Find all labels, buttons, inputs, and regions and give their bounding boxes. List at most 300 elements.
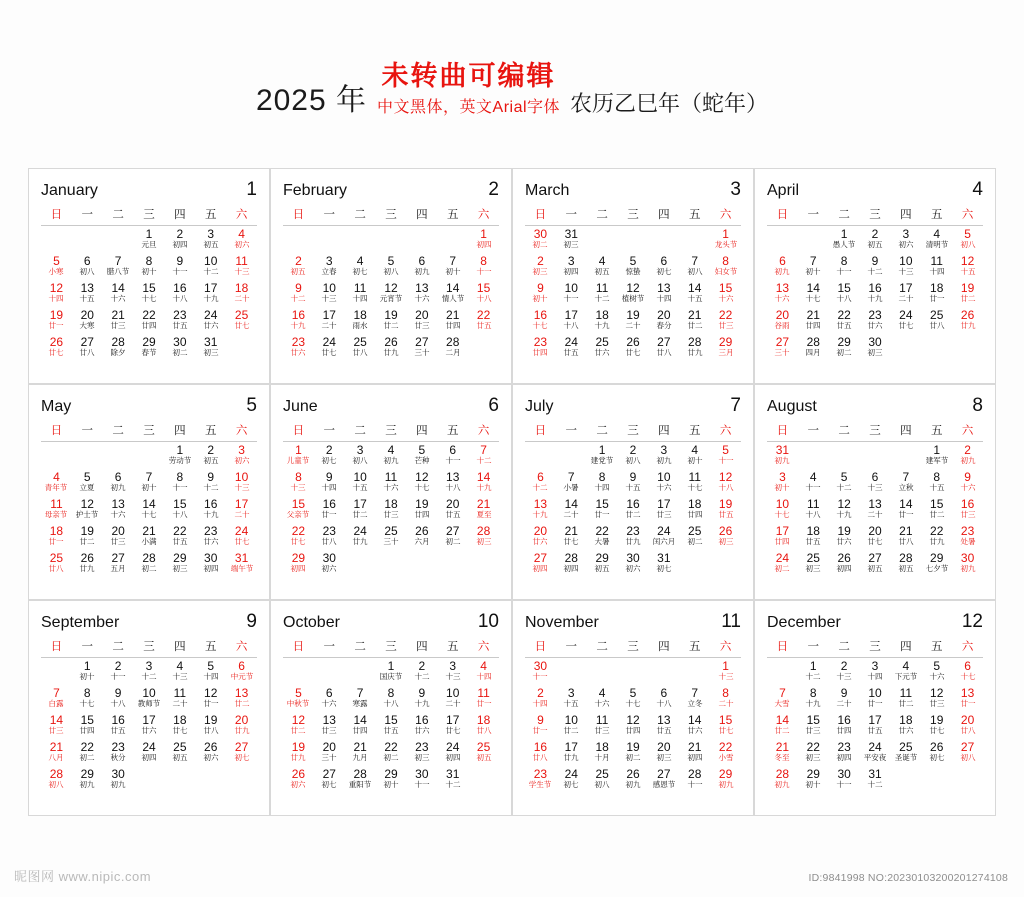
day-number: 9 xyxy=(325,470,333,484)
day-lunar-label: 廿八 xyxy=(203,726,219,735)
day-lunar-label: 闰六月 xyxy=(652,537,676,546)
day-number: 4 xyxy=(902,659,910,673)
day-cell xyxy=(860,255,891,282)
day-number: 25 xyxy=(899,740,913,754)
month-name: November xyxy=(525,614,599,631)
day-lunar-label: 廿一 xyxy=(476,699,492,708)
weekday-header-row xyxy=(283,422,499,442)
day-lunar-label: 廿八 xyxy=(656,348,672,357)
day-number: 23 xyxy=(868,308,882,322)
day-number: 18 xyxy=(476,713,491,727)
day-lunar-label: 建党节 xyxy=(590,456,614,465)
calendar-grid xyxy=(28,168,996,816)
day-lunar-label: 十八 xyxy=(656,699,672,708)
day-lunar-label: 廿一 xyxy=(929,294,945,303)
weekday-label: 六 xyxy=(235,641,248,653)
weekday-label: 五 xyxy=(930,425,943,437)
day-lunar-label: 廿六 xyxy=(836,537,852,546)
day-cell xyxy=(164,255,195,282)
day-number: 27 xyxy=(322,767,336,781)
day-cell xyxy=(890,228,921,255)
weekday-header-row xyxy=(41,422,257,442)
day-number: 19 xyxy=(718,497,733,511)
day-lunar-label: 学生节 xyxy=(529,780,552,789)
day-lunar-label: 三月 xyxy=(718,348,734,357)
day-lunar-label: 廿三 xyxy=(110,537,126,546)
day-lunar-label: 十六 xyxy=(110,510,126,519)
day-cell xyxy=(798,525,829,552)
day-lunar-label: 廿七 xyxy=(445,726,461,735)
day-cell xyxy=(587,309,618,336)
day-number: 3 xyxy=(207,227,215,241)
day-lunar-label: 十九 xyxy=(203,510,219,519)
day-lunar-label: 夏至 xyxy=(476,510,492,519)
day-number: 26 xyxy=(718,524,733,538)
day-cell xyxy=(710,660,741,687)
day-cell xyxy=(587,714,618,741)
day-cell xyxy=(406,498,437,525)
day-lunar-label: 初十 xyxy=(805,267,821,276)
weekday-label: 四 xyxy=(416,209,428,221)
day-number: 5 xyxy=(418,443,426,457)
day-cell xyxy=(226,525,257,552)
weekday-label: 五 xyxy=(930,641,943,653)
day-cell xyxy=(648,687,679,714)
day-cell xyxy=(679,687,710,714)
day-lunar-label: 初十 xyxy=(532,294,548,303)
day-lunar-label: 十三 xyxy=(172,672,188,681)
day-lunar-label: 九月 xyxy=(352,753,368,762)
weekday-label: 五 xyxy=(688,425,701,437)
weekday-label: 三 xyxy=(143,209,155,221)
day-number: 10 xyxy=(142,686,156,700)
day-cell xyxy=(710,714,741,741)
day-number: 2 xyxy=(964,443,971,457)
weekday-label: 一 xyxy=(807,641,820,653)
day-lunar-label: 廿五 xyxy=(476,321,492,330)
day-lunar-label: 十七 xyxy=(79,699,95,708)
day-cell xyxy=(952,255,983,282)
day-lunar-label: 十二 xyxy=(867,267,883,276)
day-cell xyxy=(195,498,226,525)
day-cell xyxy=(618,444,649,471)
day-cell xyxy=(314,714,345,741)
day-lunar-label: 廿五 xyxy=(836,321,852,330)
day-number: 18 xyxy=(806,524,820,538)
day-lunar-label: 十五 xyxy=(960,267,976,276)
day-cell xyxy=(406,309,437,336)
day-cell xyxy=(798,255,829,282)
day-lunar-label: 十七 xyxy=(960,672,976,681)
weekday-label: 一 xyxy=(81,641,94,653)
day-number: 10 xyxy=(446,686,460,700)
day-lunar-label: 廿九 xyxy=(79,564,95,573)
day-lunar-label: 十九 xyxy=(476,483,492,492)
day-lunar-label: 初三 xyxy=(532,267,548,276)
day-lunar-label: 初五 xyxy=(898,564,914,573)
day-cell xyxy=(437,660,468,687)
day-cell xyxy=(164,471,195,498)
day-lunar-label: 廿二 xyxy=(383,321,399,330)
day-cell xyxy=(468,282,499,309)
month-name: January xyxy=(41,182,98,199)
day-number: 24 xyxy=(234,524,249,538)
day-cell xyxy=(376,309,407,336)
day-number: 5 xyxy=(53,254,60,268)
day-lunar-label: 十二 xyxy=(203,483,219,492)
day-lunar-label: 初三 xyxy=(718,537,734,546)
weekday-label: 日 xyxy=(534,209,547,221)
day-lunar-label: 护士节 xyxy=(75,510,99,519)
day-cell xyxy=(406,255,437,282)
day-number: 16 xyxy=(415,713,429,727)
day-number: 14 xyxy=(142,497,156,511)
weekday-label: 五 xyxy=(446,641,459,653)
weekday-label: 六 xyxy=(477,425,490,437)
day-cell xyxy=(829,228,860,255)
day-lunar-label: 廿七 xyxy=(563,537,579,546)
day-lunar-label: 十二 xyxy=(805,672,821,681)
day-cell xyxy=(767,282,798,309)
day-lunar-label: 初九 xyxy=(774,780,790,789)
day-lunar-label: 小暑 xyxy=(563,483,579,492)
day-number: 19 xyxy=(626,308,640,322)
day-cell xyxy=(525,255,556,282)
day-cell xyxy=(41,309,72,336)
day-cell xyxy=(468,444,499,471)
day-lunar-label: 廿五 xyxy=(445,510,461,519)
day-lunar-label: 初六 xyxy=(203,753,219,762)
day-cell xyxy=(468,228,499,255)
day-lunar-label: 元宵节 xyxy=(379,294,403,303)
day-lunar-label: 初五 xyxy=(203,456,219,465)
day-cell xyxy=(314,525,345,552)
day-lunar-label: 二十 xyxy=(898,294,914,303)
day-number: 30 xyxy=(173,335,187,349)
weekday-label: 一 xyxy=(323,209,336,221)
day-number: 17 xyxy=(657,497,671,511)
day-lunar-label: 廿九 xyxy=(234,726,250,735)
day-cell xyxy=(195,687,226,714)
day-number: 22 xyxy=(80,740,94,754)
day-lunar-label: 初七 xyxy=(234,753,250,762)
day-cell xyxy=(103,282,134,309)
weekday-label: 五 xyxy=(446,425,459,437)
weekday-label: 四 xyxy=(416,425,428,437)
day-number: 29 xyxy=(173,551,187,565)
day-number: 5 xyxy=(83,470,91,484)
day-cell xyxy=(525,714,556,741)
day-cell xyxy=(283,444,314,471)
day-lunar-label: 十四 xyxy=(656,294,672,303)
day-cell xyxy=(618,255,649,282)
day-cell xyxy=(587,768,618,795)
day-number: 19 xyxy=(204,713,218,727)
day-lunar-label: 十六 xyxy=(383,483,399,492)
day-number: 24 xyxy=(322,335,336,349)
day-cell xyxy=(952,525,983,552)
day-lunar-label: 春节 xyxy=(141,348,157,357)
weekday-label: 二 xyxy=(838,209,850,221)
day-lunar-label: 廿二 xyxy=(79,537,95,546)
day-number: 7 xyxy=(691,254,699,268)
day-number: 3 xyxy=(660,443,668,457)
day-cell xyxy=(72,660,103,687)
day-number: 8 xyxy=(722,254,729,268)
day-cell xyxy=(164,714,195,741)
day-number: 30 xyxy=(322,551,336,565)
day-lunar-label: 廿三 xyxy=(929,699,945,708)
day-number: 24 xyxy=(142,740,156,754)
font-notice-subtitle: 中文黑体，英文Arial字体 xyxy=(377,98,561,116)
day-lunar-label: 初五 xyxy=(594,564,610,573)
day-lunar-label: 十八 xyxy=(476,294,492,303)
weekday-label: 日 xyxy=(534,425,547,437)
day-number: 25 xyxy=(688,524,702,538)
day-lunar-label: 十七 xyxy=(687,483,703,492)
day-lunar-label: 十三 xyxy=(321,294,337,303)
day-lunar-label: 廿二 xyxy=(625,510,641,519)
day-lunar-label: 廿九 xyxy=(960,321,976,330)
day-lunar-label: 端午节 xyxy=(230,564,253,573)
day-number: 7 xyxy=(53,686,60,700)
day-lunar-label: 廿五 xyxy=(563,348,579,357)
day-lunar-label: 廿七 xyxy=(290,537,306,546)
day-cell xyxy=(134,660,165,687)
day-lunar-label: 廿六 xyxy=(290,348,306,357)
day-lunar-label: 廿三 xyxy=(48,726,64,735)
day-number: 13 xyxy=(80,281,94,295)
day-lunar-label: 廿五 xyxy=(110,726,126,735)
day-lunar-label: 谷雨 xyxy=(774,321,790,330)
day-number: 2 xyxy=(871,227,879,241)
day-number: 13 xyxy=(775,281,790,295)
weekday-label: 二 xyxy=(838,425,850,437)
day-number: 31 xyxy=(564,227,578,241)
day-number: 24 xyxy=(353,524,367,538)
day-cell xyxy=(829,660,860,687)
day-number: 1 xyxy=(840,227,848,241)
day-number: 1 xyxy=(145,227,153,241)
day-number: 6 xyxy=(964,659,971,673)
day-cell xyxy=(314,687,345,714)
day-number: 24 xyxy=(657,524,671,538)
day-number: 18 xyxy=(930,281,944,295)
day-number: 15 xyxy=(930,497,944,511)
day-cell xyxy=(556,228,587,255)
day-lunar-label: 十九 xyxy=(203,294,219,303)
day-cell xyxy=(710,282,741,309)
day-lunar-label: 小寒 xyxy=(48,267,64,276)
day-cell xyxy=(134,336,165,363)
day-number: 6 xyxy=(238,659,245,673)
day-cell xyxy=(767,552,798,579)
day-number: 23 xyxy=(204,524,218,538)
day-cell xyxy=(376,444,407,471)
day-number: 14 xyxy=(899,497,913,511)
month-number: 8 xyxy=(972,395,983,416)
day-lunar-label: 龙头节 xyxy=(714,240,737,249)
day-lunar-label: 十一 xyxy=(805,483,821,492)
day-lunar-label: 初四 xyxy=(141,753,157,762)
day-lunar-label: 初四 xyxy=(476,240,492,249)
day-number: 13 xyxy=(657,713,671,727)
day-number: 21 xyxy=(353,740,367,754)
day-cell xyxy=(345,741,376,768)
day-number: 30 xyxy=(960,551,975,565)
day-number: 25 xyxy=(595,767,609,781)
day-lunar-label: 十三 xyxy=(290,483,306,492)
lunar-year-title: 农历乙巳年（蛇年） xyxy=(570,90,769,116)
day-grid xyxy=(767,228,983,363)
day-number: 5 xyxy=(933,659,941,673)
day-number: 12 xyxy=(718,470,733,484)
day-cell xyxy=(164,444,195,471)
day-lunar-label: 下元节 xyxy=(894,672,918,681)
day-cell xyxy=(314,768,345,795)
day-number: 3 xyxy=(567,686,575,700)
day-cell xyxy=(525,498,556,525)
day-lunar-label: 十四 xyxy=(929,267,945,276)
day-number: 22 xyxy=(142,308,156,322)
day-lunar-label: 惊蛰 xyxy=(625,267,641,276)
poster-footer xyxy=(0,853,1024,897)
day-lunar-label: 廿九 xyxy=(563,753,579,762)
day-number: 8 xyxy=(933,470,941,484)
day-lunar-label: 初十 xyxy=(445,267,461,276)
day-lunar-label: 十二 xyxy=(414,672,430,681)
month-card xyxy=(28,384,270,600)
day-number: 8 xyxy=(145,254,153,268)
day-lunar-label: 初三 xyxy=(476,537,492,546)
weekday-label: 六 xyxy=(477,641,490,653)
day-cell xyxy=(164,687,195,714)
day-lunar-label: 廿二 xyxy=(352,510,368,519)
day-lunar-label: 初十 xyxy=(774,483,790,492)
day-lunar-label: 初八 xyxy=(960,753,976,762)
day-lunar-label: 初七 xyxy=(656,564,672,573)
day-number: 4 xyxy=(933,227,941,241)
day-cell xyxy=(314,309,345,336)
day-lunar-label: 十三 xyxy=(867,483,883,492)
day-cell xyxy=(860,714,891,741)
day-number: 30 xyxy=(837,767,851,781)
day-lunar-label: 初三 xyxy=(656,753,672,762)
day-cell xyxy=(468,741,499,768)
day-cell xyxy=(314,336,345,363)
day-number: 22 xyxy=(718,308,733,322)
day-cell xyxy=(556,714,587,741)
day-lunar-label: 初四 xyxy=(172,240,188,249)
day-cell xyxy=(587,498,618,525)
weekday-label: 一 xyxy=(807,209,820,221)
day-lunar-label: 廿三 xyxy=(383,510,399,519)
day-number: 7 xyxy=(114,254,122,268)
day-cell xyxy=(195,309,226,336)
day-lunar-label: 廿三 xyxy=(718,321,734,330)
day-lunar-label: 廿一 xyxy=(532,726,548,735)
day-number: 24 xyxy=(564,335,578,349)
day-cell xyxy=(345,336,376,363)
day-cell xyxy=(679,741,710,768)
weekday-header-row xyxy=(525,422,741,442)
day-cell xyxy=(618,714,649,741)
day-lunar-label: 初四 xyxy=(563,267,579,276)
day-number: 4 xyxy=(691,443,699,457)
weekday-label: 四 xyxy=(900,425,912,437)
day-lunar-label: 初二 xyxy=(79,753,95,762)
weekday-label: 一 xyxy=(565,641,578,653)
day-cell xyxy=(195,255,226,282)
day-number: 31 xyxy=(868,767,882,781)
day-lunar-label: 初六 xyxy=(290,780,306,789)
month-header xyxy=(525,179,741,201)
day-cell xyxy=(525,768,556,795)
weekday-label: 一 xyxy=(81,425,94,437)
day-number: 23 xyxy=(173,308,187,322)
day-lunar-label: 二十 xyxy=(321,321,337,330)
day-number: 31 xyxy=(446,767,460,781)
day-number: 19 xyxy=(626,740,640,754)
day-lunar-label: 十一 xyxy=(532,672,548,681)
day-number: 11 xyxy=(173,686,187,700)
day-cell xyxy=(103,660,134,687)
day-lunar-label: 十一 xyxy=(718,456,734,465)
day-lunar-label: 廿八 xyxy=(476,726,492,735)
day-lunar-label: 廿五 xyxy=(867,726,883,735)
day-lunar-label: 初四 xyxy=(532,564,548,573)
day-cell xyxy=(525,471,556,498)
day-number: 6 xyxy=(779,254,786,268)
day-cell xyxy=(890,525,921,552)
day-lunar-label: 廿六 xyxy=(687,726,703,735)
day-lunar-label: 二月 xyxy=(445,348,461,357)
day-number: 14 xyxy=(564,497,578,511)
day-number: 20 xyxy=(775,308,790,322)
day-cell xyxy=(283,498,314,525)
day-lunar-label: 十七 xyxy=(625,699,641,708)
month-header xyxy=(525,395,741,417)
day-cell xyxy=(376,660,407,687)
day-number: 7 xyxy=(449,254,457,268)
day-cell xyxy=(952,309,983,336)
day-number: 28 xyxy=(446,335,460,349)
day-lunar-label: 十二 xyxy=(836,483,852,492)
day-lunar-label: 初五 xyxy=(594,267,610,276)
day-cell xyxy=(587,471,618,498)
day-cell xyxy=(587,255,618,282)
day-cell xyxy=(195,471,226,498)
day-lunar-label: 初十 xyxy=(383,780,399,789)
day-lunar-label: 情人节 xyxy=(441,294,464,303)
day-lunar-label: 廿六 xyxy=(203,321,219,330)
day-cell xyxy=(921,741,952,768)
day-number: 9 xyxy=(629,470,637,484)
day-cell xyxy=(437,255,468,282)
day-number: 3 xyxy=(449,659,457,673)
day-lunar-label: 三十 xyxy=(321,753,337,762)
day-cell xyxy=(710,444,741,471)
day-lunar-label: 十五 xyxy=(352,483,368,492)
day-number: 15 xyxy=(80,713,94,727)
day-lunar-label: 立夏 xyxy=(79,483,95,492)
day-lunar-label: 建军节 xyxy=(925,456,948,465)
day-lunar-label: 廿一 xyxy=(48,321,64,330)
day-number: 31 xyxy=(657,551,671,565)
day-lunar-label: 廿七 xyxy=(321,348,337,357)
weekday-label: 三 xyxy=(627,209,639,221)
day-lunar-label: 廿六 xyxy=(203,537,219,546)
